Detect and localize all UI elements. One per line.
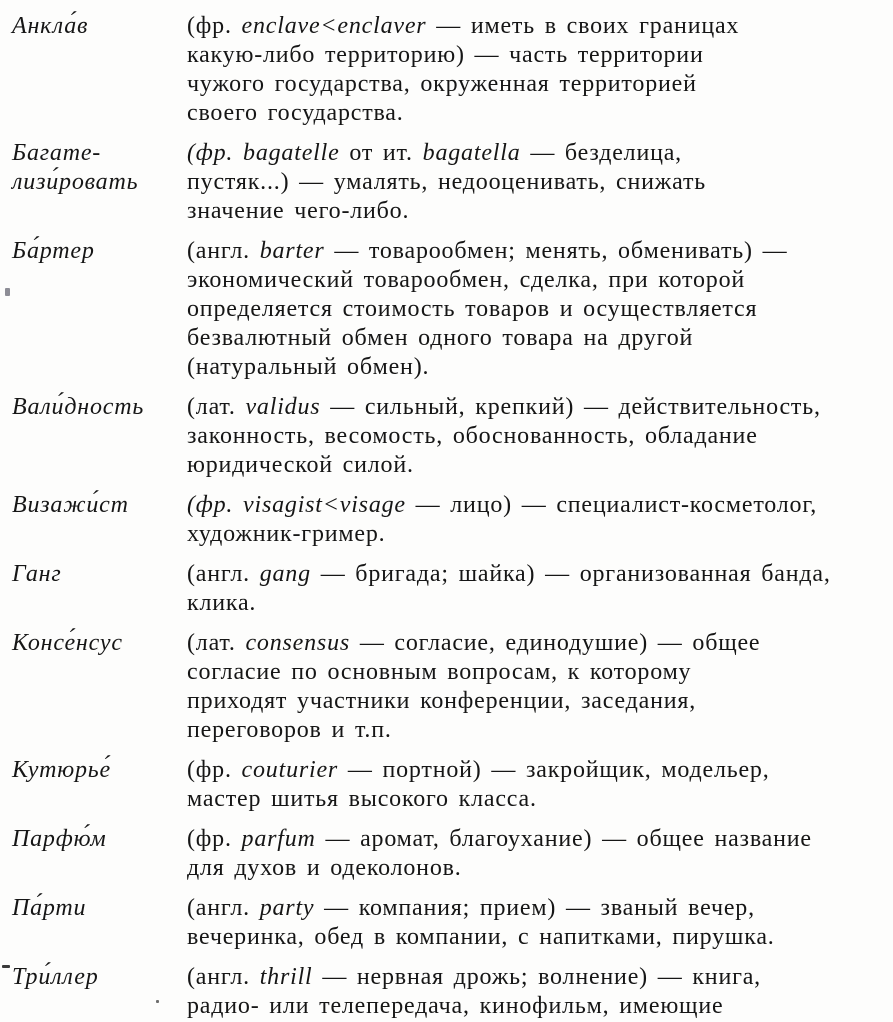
term-line: Парфю́м bbox=[12, 826, 107, 852]
foreign-word: bagatella bbox=[422, 140, 521, 166]
term-line: Багате- bbox=[12, 140, 102, 166]
definition-text: значение чего-либо. bbox=[187, 198, 410, 224]
definition-text: (фр. bbox=[187, 826, 242, 852]
definition-text: — компания; прием) — званый вечер, bbox=[314, 895, 755, 921]
definition-text: (англ. bbox=[187, 895, 260, 921]
dictionary-entry bbox=[12, 894, 887, 952]
definition-line bbox=[187, 422, 887, 451]
definition-line bbox=[187, 963, 887, 992]
definition-text: какую-либо территорию) — часть территории bbox=[187, 42, 704, 68]
definition-text: художник-гример. bbox=[187, 521, 386, 547]
definition bbox=[187, 139, 887, 226]
definition bbox=[187, 12, 887, 128]
term bbox=[12, 12, 187, 41]
dictionary-entry bbox=[12, 629, 887, 745]
definition-line bbox=[187, 658, 887, 687]
definition-line bbox=[187, 139, 887, 168]
term bbox=[12, 560, 187, 589]
definition-line bbox=[187, 70, 887, 99]
term-line: Анкла́в bbox=[12, 13, 89, 39]
definition-line bbox=[187, 295, 887, 324]
term-line: Вали́дность bbox=[12, 394, 145, 420]
definition-text: юридической силой. bbox=[187, 452, 414, 478]
foreign-word: consensus bbox=[245, 630, 351, 656]
definition bbox=[187, 894, 887, 952]
dictionary-entry bbox=[12, 756, 887, 814]
definition-text: — бригада; шайка) — организованная банда, bbox=[310, 561, 831, 587]
definition-line bbox=[187, 41, 887, 70]
term bbox=[12, 237, 187, 266]
definition-text: приходят участники конференции, заседания, bbox=[187, 688, 696, 714]
definition-line bbox=[187, 197, 887, 226]
definition-line bbox=[187, 266, 887, 295]
term-line: Ба́ртер bbox=[12, 238, 95, 264]
definition-line bbox=[187, 491, 887, 520]
term-line: Визажи́ст bbox=[12, 492, 129, 518]
definition-line bbox=[187, 237, 887, 266]
dictionary-entry bbox=[12, 237, 887, 382]
foreign-word: barter bbox=[259, 238, 325, 264]
definition bbox=[187, 560, 887, 618]
term bbox=[12, 894, 187, 923]
dictionary-entry bbox=[12, 12, 887, 128]
definition-text: (англ. bbox=[187, 561, 260, 587]
definition-text: определяется стоимость товаров и осуществляется bbox=[187, 296, 758, 322]
term-line: Ганг bbox=[12, 561, 62, 587]
definition-text: — товарообмен; менять, обменивать) — bbox=[324, 238, 788, 264]
definition-text: чужого государства, окруженная территорией bbox=[187, 71, 697, 97]
term-line: Три́ллер bbox=[12, 964, 99, 990]
term bbox=[12, 825, 187, 854]
definition-text: пустяк...) — умалять, недооценивать, снижать bbox=[187, 169, 707, 195]
term bbox=[12, 491, 187, 520]
scan-artifact-dash bbox=[2, 965, 10, 968]
definition-text: — согласие, единодушие) — общее bbox=[350, 630, 761, 656]
definition-text: (англ. bbox=[187, 964, 260, 990]
dictionary-entry bbox=[12, 825, 887, 883]
definition-text: — лицо) — специалист-косметолог, bbox=[405, 492, 818, 518]
scan-artifact-dot bbox=[156, 1000, 159, 1003]
foreign-word: couturier bbox=[241, 757, 339, 783]
definition bbox=[187, 963, 887, 1021]
definition-text: — иметь в своих границах bbox=[426, 13, 740, 39]
definition-text: (лат. bbox=[187, 394, 246, 420]
definition-line bbox=[187, 785, 887, 814]
scan-artifact-speck bbox=[5, 288, 10, 296]
definition-text: (фр. bbox=[187, 13, 242, 39]
definition-text: безвалютный обмен одного товара на другой bbox=[187, 325, 694, 351]
definition-line bbox=[187, 353, 887, 382]
foreign-word: (фр. visagist<visage bbox=[187, 492, 406, 518]
definition-line bbox=[187, 854, 887, 883]
definition-line bbox=[187, 393, 887, 422]
definition-line bbox=[187, 12, 887, 41]
term-line: лизи́ровать bbox=[12, 169, 139, 195]
definition bbox=[187, 393, 887, 480]
definition-text: радио- или телепередача, кинофильм, имеющие bbox=[187, 993, 724, 1019]
dictionary-entry bbox=[12, 963, 887, 1021]
definition-text: (фр. bbox=[187, 757, 242, 783]
definition bbox=[187, 237, 887, 382]
definition-text: своего государства. bbox=[187, 100, 404, 126]
definition-text: — нервная дрожь; волнение) — книга, bbox=[312, 964, 761, 990]
definition-text: — портной) — закройщик, модельер, bbox=[338, 757, 770, 783]
definition-line bbox=[187, 756, 887, 785]
definition-text: клика. bbox=[187, 590, 257, 616]
definition-text: экономический товарообмен, сделка, при которой bbox=[187, 267, 746, 293]
definition-text: — сильный, крепкий) — действительность, bbox=[320, 394, 821, 420]
definition-line bbox=[187, 520, 887, 549]
definition bbox=[187, 825, 887, 883]
term bbox=[12, 963, 187, 992]
definition-line bbox=[187, 168, 887, 197]
definition-line bbox=[187, 324, 887, 353]
definition-text: — безделица, bbox=[520, 140, 682, 166]
definition-line bbox=[187, 629, 887, 658]
definition-line bbox=[187, 923, 887, 952]
definition-line bbox=[187, 451, 887, 480]
definition-text: (натуральный обмен). bbox=[187, 354, 430, 380]
foreign-word: validus bbox=[245, 394, 321, 420]
definition-line bbox=[187, 687, 887, 716]
definition-text: вечеринка, обед в компании, с напитками, пирушка. bbox=[187, 924, 775, 950]
definition bbox=[187, 756, 887, 814]
definition-line bbox=[187, 99, 887, 128]
definition-text: (лат. bbox=[187, 630, 246, 656]
definition-line bbox=[187, 992, 887, 1021]
term bbox=[12, 756, 187, 785]
term-line: Консе́нсус bbox=[12, 630, 123, 656]
term bbox=[12, 629, 187, 658]
foreign-word: (фр. bbox=[187, 140, 244, 166]
term bbox=[12, 393, 187, 422]
foreign-word: gang bbox=[259, 561, 311, 587]
foreign-word: enclave<enclaver bbox=[241, 13, 427, 39]
definition bbox=[187, 629, 887, 745]
definition-line bbox=[187, 716, 887, 745]
definition-line bbox=[187, 894, 887, 923]
definition-text: для духов и одеколонов. bbox=[187, 855, 462, 881]
definition-text: от ит. bbox=[339, 140, 423, 166]
definition bbox=[187, 491, 887, 549]
dictionary-entry bbox=[12, 491, 887, 549]
foreign-word: party bbox=[259, 895, 315, 921]
foreign-word: bagatelle bbox=[243, 140, 340, 166]
definition-text: — аромат, благоухание) — общее название bbox=[315, 826, 812, 852]
definition-line bbox=[187, 825, 887, 854]
foreign-word: thrill bbox=[259, 964, 313, 990]
definition-text: законность, весомость, обоснованность, обладание bbox=[187, 423, 758, 449]
definition-text: (англ. bbox=[187, 238, 260, 264]
term-line: Па́рти bbox=[12, 895, 87, 921]
definition-text: переговоров и т.п. bbox=[187, 717, 392, 743]
dictionary-entry bbox=[12, 393, 887, 480]
term bbox=[12, 139, 187, 197]
dictionary-entry bbox=[12, 560, 887, 618]
definition-line bbox=[187, 560, 887, 589]
dictionary-entry bbox=[12, 139, 887, 226]
definition-text: согласие по основным вопросам, к которому bbox=[187, 659, 692, 685]
foreign-word: parfum bbox=[241, 826, 316, 852]
definition-line bbox=[187, 589, 887, 618]
definition-text: мастер шитья высокого класса. bbox=[187, 786, 537, 812]
term-line: Кутюрье́ bbox=[12, 757, 111, 783]
